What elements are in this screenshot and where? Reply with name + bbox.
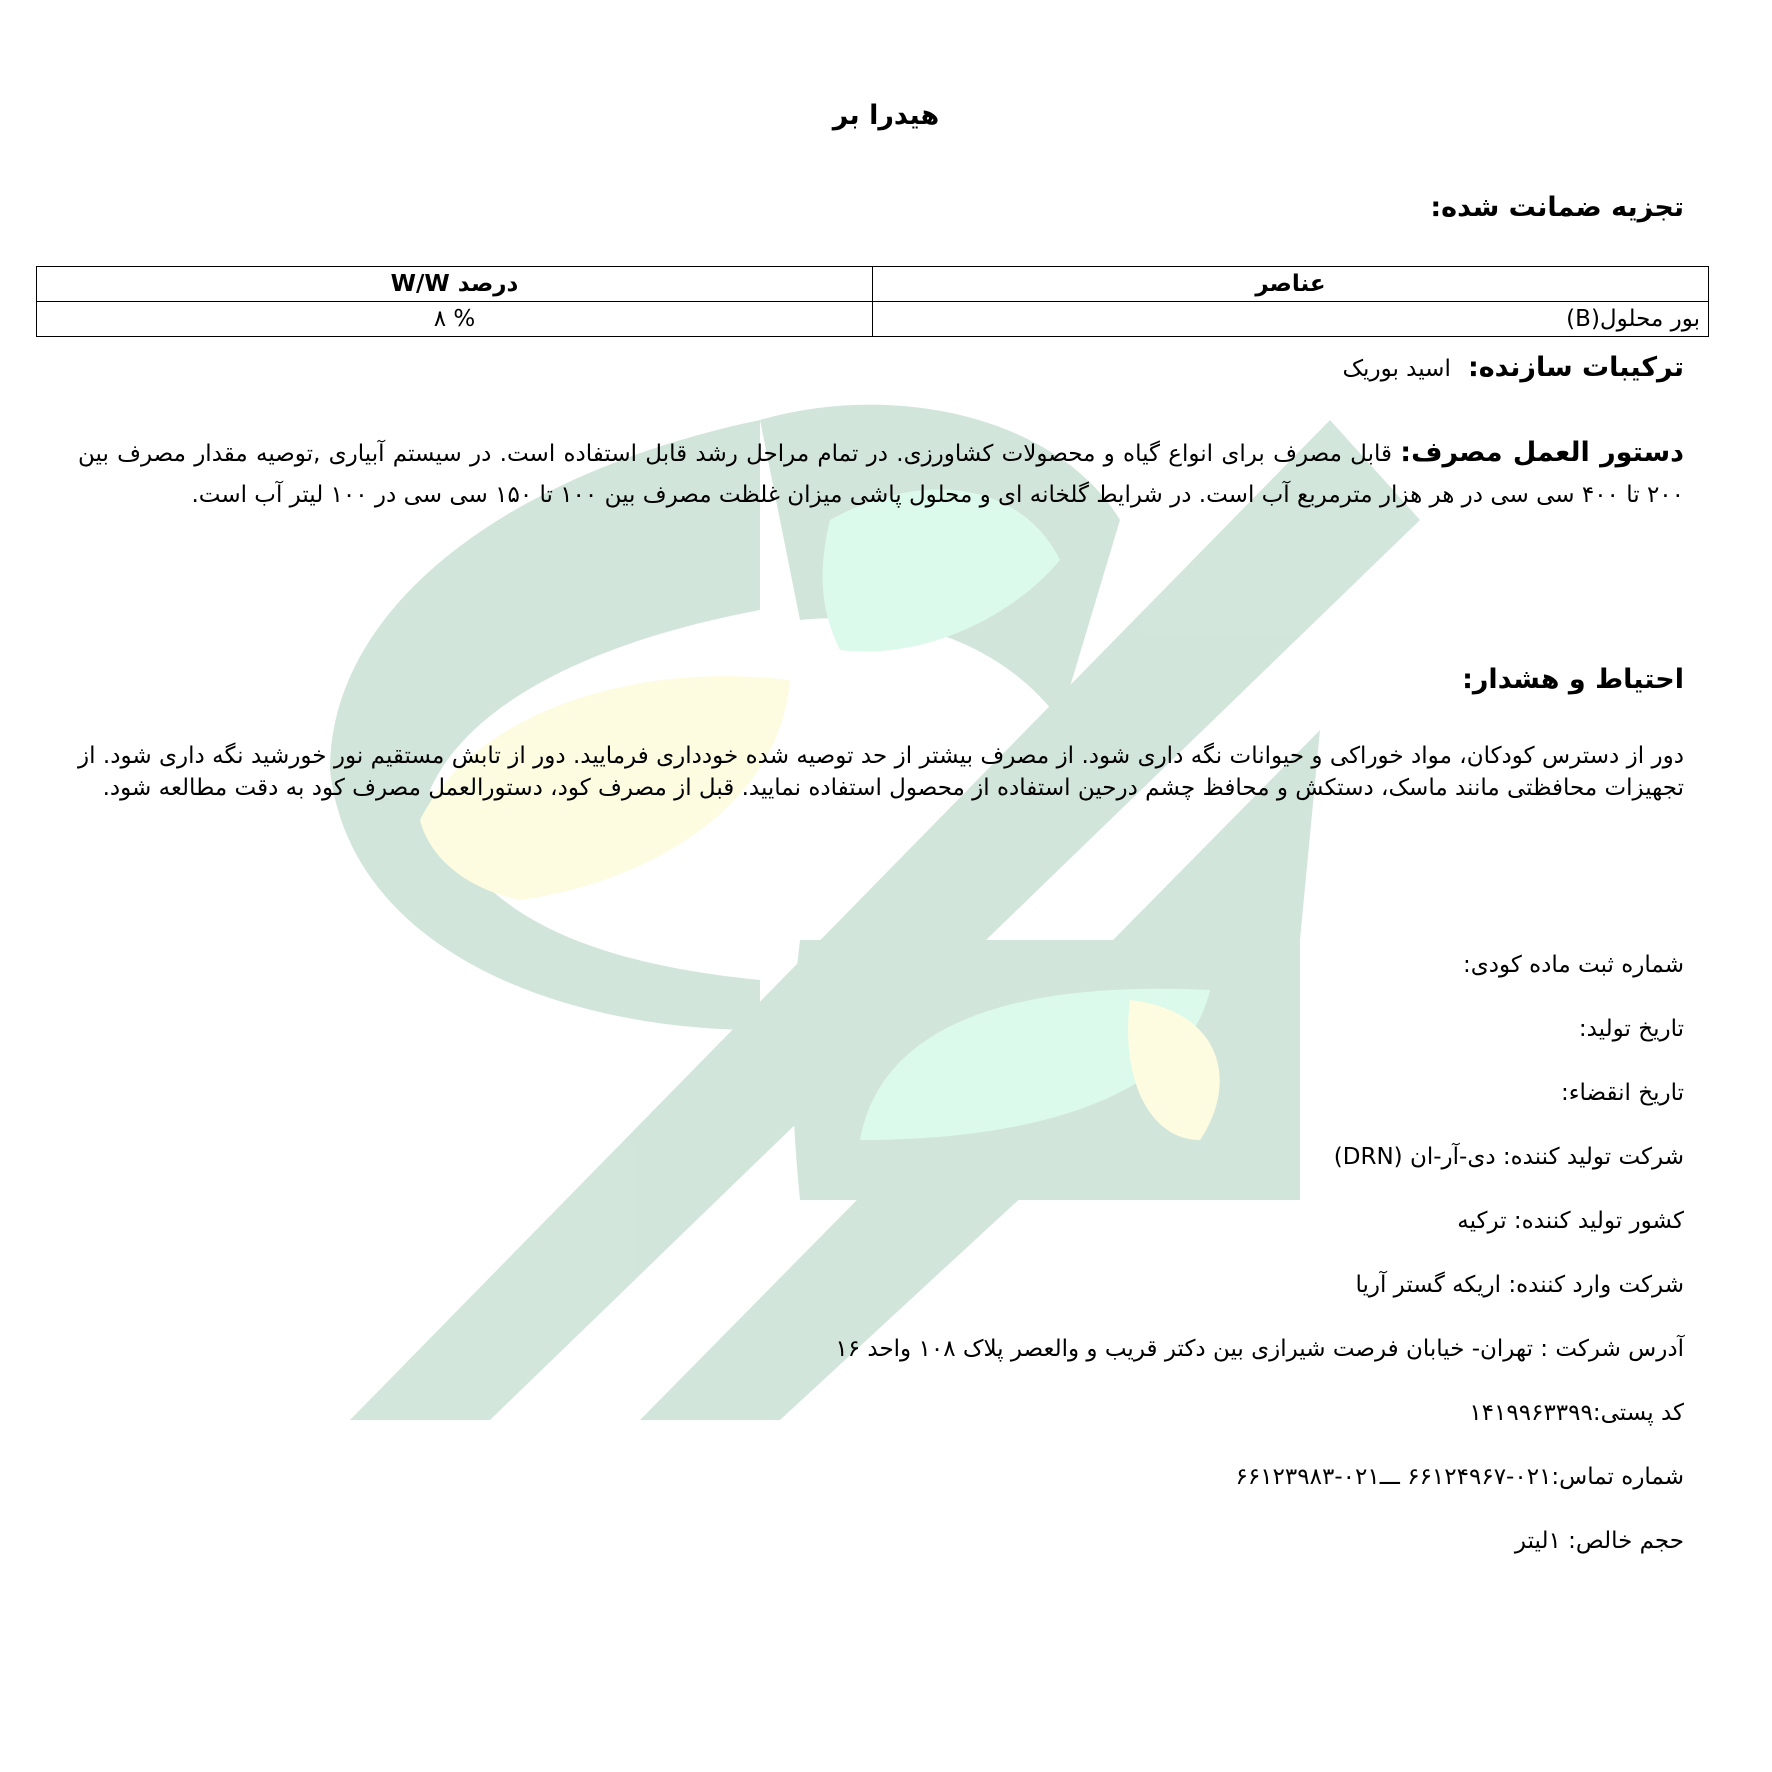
composition-label: ترکیبات سازنده: <box>1467 352 1684 383</box>
info-registration: شماره ثبت ماده کودی: <box>1462 952 1684 978</box>
warning-heading: احتیاط و هشدار: <box>1462 664 1684 695</box>
table-header-percent: درصد W/W <box>37 267 873 302</box>
document-title: هیدرا بر <box>832 100 940 131</box>
guaranteed-analysis-table <box>36 266 1709 337</box>
info-postal-code: کد پستی:۱۴۱۹۹۶۳۳۹۹ <box>1469 1400 1684 1426</box>
table-header-elements: عناصر <box>873 267 1709 302</box>
info-country: کشور تولید کننده: ترکیه <box>1457 1208 1684 1234</box>
table-cell-element: بور محلول(B) <box>873 302 1709 337</box>
table-cell-percent: % ۸ <box>37 302 873 337</box>
info-address: آدرس شرکت : تهران- خیابان فرصت شیرازی بین دکتر قریب و والعصر پلاک ۱۰۸ واحد ۱۶ <box>835 1336 1684 1362</box>
info-expiry-date: تاریخ انقضاء: <box>1560 1080 1684 1106</box>
info-net-volume: حجم خالص: ۱لیتر <box>1514 1528 1684 1554</box>
usage-label: دستور العمل مصرف: <box>1400 437 1685 468</box>
table-row <box>37 302 1709 337</box>
info-manufacturer: شرکت تولید کننده: دی-آر-ان (DRN) <box>1333 1144 1684 1170</box>
composition-line <box>1342 352 1684 386</box>
info-importer: شرکت وارد کننده: اریکه گستر آریا <box>1355 1272 1684 1298</box>
usage-text: قابل مصرف برای انواع گیاه و محصولات کشاورزی. در تمام مراحل رشد قابل استفاده است. در سیستم آبیاری ,توصیه مقدار مصرف بین ۲۰۰ تا ۴۰۰ سی سی در هر هزار مترمربع آب است. در شرایط گلخانه ای و محلول پاشی میزان غلظت مصرف بین ۱۰۰ تا ۱۵۰ سی سی در ۱۰۰ لیتر آب است. <box>78 441 1684 508</box>
composition-value: اسید بوریک <box>1342 356 1451 382</box>
info-production-date: تاریخ تولید: <box>1578 1016 1684 1042</box>
warning-text: دور از دسترس کودکان، مواد خوراکی و حیوانات نگه داری شود. از مصرف بیشتر از حد توصیه شده خودداری فرمایید. دور از تابش مستقیم نور خورشید نگه داری شود. از تجهیزات محافظتی مانند ماسک، دستکش و محافظ چشم درحین استفاده از محصول استفاده نمایید. قبل از مصرف کود، دستورالعمل مصرف کود به دقت مطالعه شود. <box>78 743 1684 801</box>
info-phone: شماره تماس:۰۲۱-۶۶۱۲۴۹۶۷ ـــ۰۲۱-۶۶۱۲۳۹۸۳ <box>1235 1464 1684 1490</box>
usage-paragraph <box>78 432 1684 516</box>
guaranteed-analysis-heading: تجزیه ضمانت شده: <box>1430 192 1684 223</box>
table-header-row <box>37 267 1709 302</box>
